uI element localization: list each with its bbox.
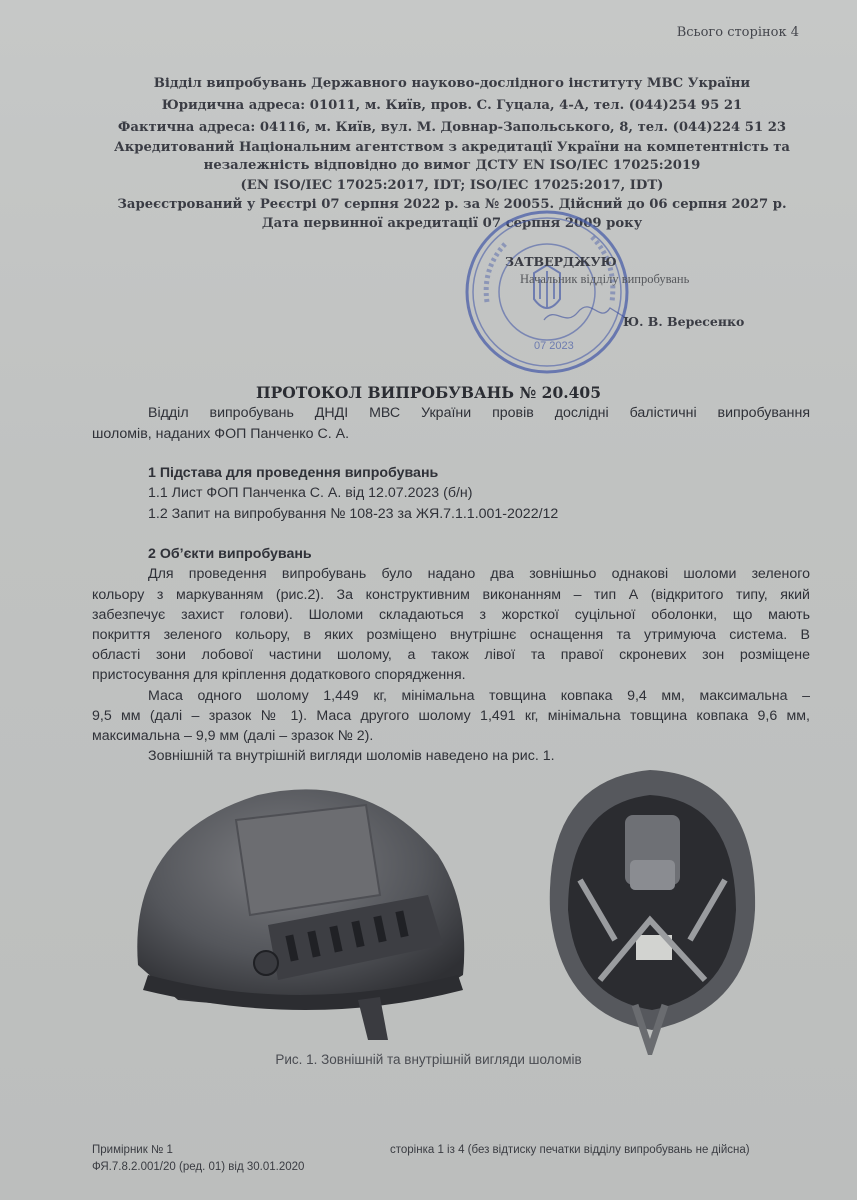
paragraph-line: Для проведення випробувань було надано два зовнішньо однакові шоломи зеленого — [148, 566, 810, 582]
intro-line: шоломів, наданих ФОП Панченко С. А. — [92, 426, 350, 442]
protocol-title: ПРОТОКОЛ ВИПРОБУВАНЬ № 20.405 — [255, 383, 602, 402]
header-line: Фактична адреса: 04116, м. Київ, вул. М. Довнар-Запольського, 8, тел. (044)224 51 23 — [117, 120, 787, 135]
paragraph-line: покриття зеленого кольору, в яких розміщено внутрішнє оснащення та утримуюча система. В — [92, 627, 810, 643]
approval-name: Ю. В. Вересенко — [623, 314, 745, 329]
header-line: Юридична адреса: 01011, м. Київ, пров. С. Гуцала, 4-А, тел. (044)254 95 21 — [161, 98, 743, 113]
section-heading: 1 Підстава для проведення випробувань — [148, 465, 439, 481]
header-line: Зареєстрований у Реєстрі 07 серпня 2022 р. за № 20055. Дійсний до 06 серпня 2027 р. — [117, 197, 787, 212]
header-line: (EN ISO/IEC 17025:2017, IDT; ISO/IEC 17025:2017, IDT) — [240, 178, 664, 193]
intro-line: Відділ випробувань ДНДІ МВС України провів дослідні балістичні випробування — [148, 405, 810, 421]
helmet-exterior-photo — [118, 775, 478, 1045]
list-item: 1.1 Лист ФОП Панченка С. А. від 12.07.2023 (б/н) — [148, 485, 473, 501]
header-line: Дата первинної акредитації 07 серпня 2009 року — [261, 216, 643, 231]
footer-page-note: сторінка 1 із 4 (без відтиску печатки відділу випробувань не дійсна) — [390, 1144, 750, 1156]
paragraph-line: забезпечує захист голови). Шоломи складаються з жорсткої суцільної оболонки, що мають — [92, 607, 810, 623]
header-line: Відділ випробувань Державного науково-дослідного інституту МВС України — [153, 76, 751, 91]
approval-position: Начальник відділу випробувань — [520, 272, 690, 286]
figure-caption: Рис. 1. Зовнішній та внутрішній вигляди шоломів — [275, 1052, 582, 1067]
list-item: 1.2 Запит на випробування № 108-23 за ЖЯ.7.1.1.001-2022/12 — [148, 506, 559, 522]
section-heading: 2 Об’єкти випробувань — [148, 546, 312, 562]
official-stamp — [462, 207, 632, 377]
helmet-interior-photo — [540, 760, 765, 1055]
footer-copy: Примірник № 1 — [92, 1144, 173, 1156]
paragraph-line: Маса одного шолому 1,449 кг, мінімальна товщина ковпака 9,4 мм, максимальна – — [148, 688, 810, 704]
stamp-date: 07 2023 — [534, 340, 574, 352]
paragraph-line: кольору з маркуванням (рис.2). За конструктивним виконанням – тип А (відкритого типу, який — [92, 587, 810, 603]
paragraph-line: 9,5 мм (далі – зразок № 1). Маса другого шолому 1,491 кг, мінімальна товщина ковпака 9,6 мм, — [92, 708, 810, 724]
paragraph-line: пристосування для кріплення додаткового спорядження. — [92, 667, 466, 683]
signature — [540, 300, 630, 330]
footer-form: ФЯ.7.8.2.001/20 (ред. 01) від 30.01.2020 — [92, 1161, 305, 1173]
page-counter: Всього сторінок 4 — [676, 25, 799, 40]
header-line: Акредитований Національним агентством з акредитації України на компетентність та — [114, 140, 790, 155]
approval-label: ЗАТВЕРДЖУЮ — [505, 254, 617, 269]
paragraph-line: Зовнішній та внутрішній вигляди шоломів наведено на рис. 1. — [148, 748, 555, 764]
paragraph-line: області зони лобової частини шолому, а також лівої та правої скроневих зон розміщене — [92, 647, 810, 663]
paragraph-line: максимальна – 9,9 мм (далі – зразок № 2). — [92, 728, 374, 744]
header-line: незалежність відповідно до вимог ДСТУ EN ISO/IEC 17025:2019 — [203, 158, 701, 173]
